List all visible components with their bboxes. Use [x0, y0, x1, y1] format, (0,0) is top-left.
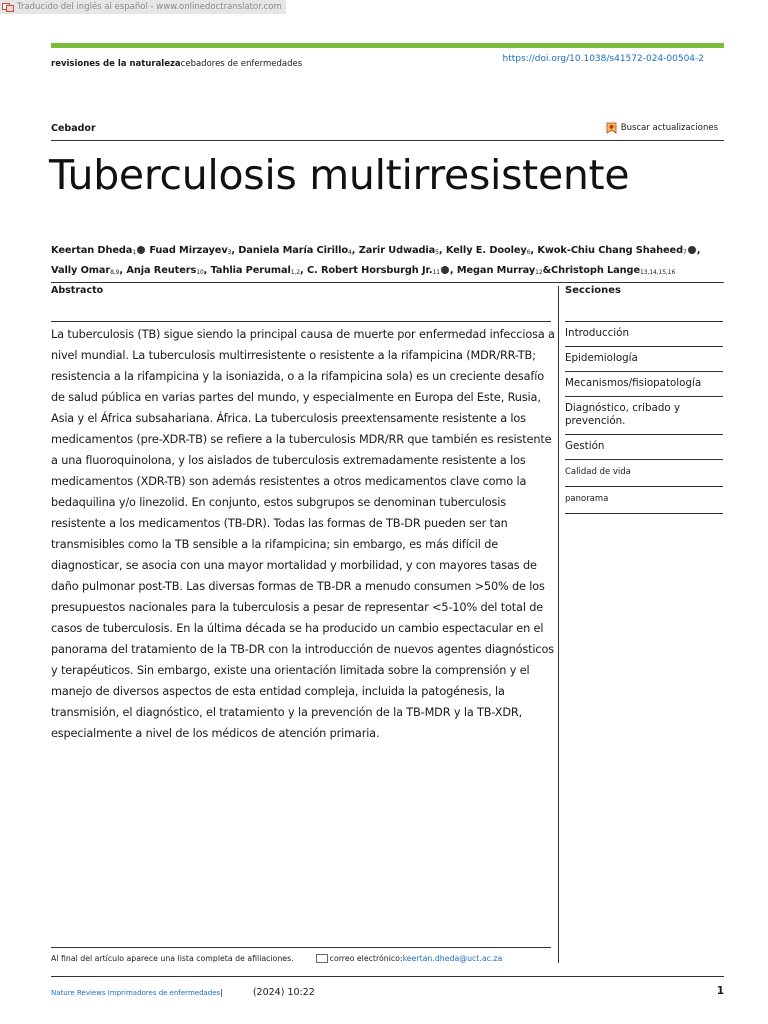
article-type: Cebador: [51, 123, 96, 134]
translator-banner-text: Traducido del inglés al español - www.onlinedoctranslator.com: [17, 2, 282, 12]
mail-icon: [316, 954, 328, 963]
footer-year-volume: (2024) 10:22: [252, 987, 315, 998]
author-name[interactable]: Anja Reuters: [126, 265, 197, 276]
section-link[interactable]: Epidemiología: [565, 347, 723, 372]
orcid-icon[interactable]: [688, 246, 696, 254]
section-link[interactable]: Mecanismos/fisiopatología: [565, 372, 723, 397]
author-affiliation-number: 12: [535, 269, 543, 276]
author-affiliation-number: 4: [348, 249, 352, 256]
author-separator: ,: [530, 245, 538, 256]
orcid-icon[interactable]: [441, 266, 449, 274]
section-link[interactable]: Calidad de vida: [565, 460, 723, 487]
authors-divider: [51, 282, 724, 283]
footer-citation: [51, 987, 315, 998]
abstract-heading: Abstracto: [51, 285, 104, 296]
author-affiliation-number: 13,14,15,16: [640, 269, 676, 276]
author-name[interactable]: Kelly E. Dooley: [445, 245, 527, 256]
footer-journal-link[interactable]: Nature Reviews Imprimadores de enfermedades: [51, 989, 221, 997]
author-name[interactable]: Christoph Lange: [551, 265, 640, 276]
author-line-2: [51, 262, 721, 282]
author-name[interactable]: Kwok-Chiu Chang Shaheed: [537, 245, 684, 256]
affiliation-text: Al final del artículo aparece una lista completa de afiliaciones.: [51, 954, 294, 963]
journal-name-bold: revisiones de la naturaleza: [51, 59, 181, 69]
author-separator: ,: [119, 265, 127, 276]
orcid-icon[interactable]: [137, 246, 145, 254]
page-number: 1: [716, 985, 724, 997]
author-name[interactable]: C. Robert Horsburgh Jr.: [306, 265, 433, 276]
author-separator: ,: [449, 265, 457, 276]
article-title: Tuberculosis multirresistente: [49, 151, 630, 199]
author-separator: ,: [438, 245, 446, 256]
affiliation-note: [51, 954, 502, 963]
doi-link[interactable]: https://doi.org/10.1038/s41572-024-00504-2: [502, 54, 704, 64]
author-name[interactable]: Fuad Mirzayev: [146, 245, 228, 256]
section-link[interactable]: Gestión: [565, 435, 723, 460]
email-link[interactable]: keertan.dheda@uct.ac.za: [402, 954, 503, 963]
translator-banner[interactable]: [0, 0, 286, 14]
title-divider: [51, 140, 724, 141]
author-separator: ,: [351, 245, 359, 256]
section-link[interactable]: Diagnóstico, cribado y prevención.: [565, 397, 723, 435]
column-divider: [558, 286, 559, 963]
abstract-divider: [51, 321, 551, 322]
author-affiliation-number: 8,9: [110, 269, 120, 276]
author-name[interactable]: Zarir Udwadia: [358, 245, 436, 256]
footer-divider: [51, 976, 724, 977]
author-affiliation-number: 3: [227, 249, 232, 256]
check-updates-button[interactable]: [606, 122, 718, 134]
author-line-1: [51, 242, 721, 262]
author-affiliation-number: 5: [435, 249, 439, 256]
author-name[interactable]: Vally Omar: [51, 265, 111, 276]
author-affiliation-number: 1: [132, 249, 137, 256]
footnote-divider: [51, 947, 551, 948]
journal-accent-bar: [51, 43, 724, 48]
author-name[interactable]: Keertan Dheda: [51, 245, 133, 256]
author-separator: ,: [231, 245, 239, 256]
author-separator: ,: [203, 265, 211, 276]
journal-name-rest: cebadores de enfermedades: [180, 59, 303, 69]
section-link[interactable]: panorama: [565, 487, 723, 514]
author-name[interactable]: Tahlia Perumal: [210, 265, 291, 276]
author-affiliation-number: 1,2: [290, 269, 301, 276]
author-affiliation-number: 6: [526, 249, 531, 256]
author-list: [51, 242, 721, 282]
author-affiliation-number: 11: [432, 269, 440, 276]
author-separator: &: [542, 265, 552, 276]
author-affiliation-number: 7: [683, 249, 687, 256]
sections-heading: Secciones: [565, 285, 621, 296]
footer-separator: |: [220, 988, 223, 997]
author-name[interactable]: Daniela María Cirillo: [238, 245, 349, 256]
check-updates-icon: [606, 122, 617, 134]
sections-nav: [565, 321, 723, 514]
email-label: correo electrónico:: [329, 954, 403, 963]
author-separator: ,: [300, 265, 307, 276]
section-link[interactable]: Introducción: [565, 322, 723, 347]
abstract-text: La tuberculosis (TB) sigue siendo la principal causa de muerte por enfermedad infecciosa a nivel mundial. La tuberculosis multirresistente o resistente a la rifampicina (MDR/RR-TB; resistencia a la rifampicina y la isoniazida, o a la rifampicina sola) es un creciente desafío de salud pública en varias partes del mundo, y especialmente en Europa del Este, Rusia, Asia y el África subsahariana. África. La tuberculosis preextensamente resistente a los medicamentos (pre-XDR-TB) se refiere a la tuberculosis MDR/RR que también es resistente a una fluoroquinolona, y los aislados de tuberculosis extremadamente resistente a los medicamentos (XDR-TB) son además resistentes a otros medicamentos clave como la bedaquilina y/o linezolid. En conjunto, estos subgrupos se denominan tuberculosis resistente a los medicamentos (TB-DR). Todas las formas de TB-DR pueden ser tan transmisibles como la TB sensible a la rifampicina; sin embargo, es más difícil de diagnosticar, se asocia con una mayor mortalidad y morbilidad, y con mayores tasas de daño pulmonar post-TB. Las diversas formas de TB-DR a menudo consumen >50% de los presupuestos nacionales para la tuberculosis a pesar de representar <5-10% del total de casos de tuberculosis. En la última década se ha producido un cambio espectacular en el panorama del tratamiento de la TB-DR con la introducción de nuevos agentes diagnósticos y terapéuticos. Sin embargo, existe una orientación limitada sobre la comprensión y el manejo de diversos aspectos de esta entidad compleja, incluida la patogénesis, la transmisión, el diagnóstico, el tratamiento y la prevención de la TB-MDR y la TB-XDR, especialmente a nivel de los médicos de atención primaria.: [51, 328, 555, 740]
translator-logo-icon: [2, 3, 14, 12]
journal-name: [51, 58, 302, 70]
author-separator: ,: [696, 245, 701, 256]
author-affiliation-number: 10: [196, 269, 204, 276]
check-updates-label: Buscar actualizaciones: [620, 123, 718, 133]
author-name[interactable]: Megan Murray: [456, 265, 536, 276]
